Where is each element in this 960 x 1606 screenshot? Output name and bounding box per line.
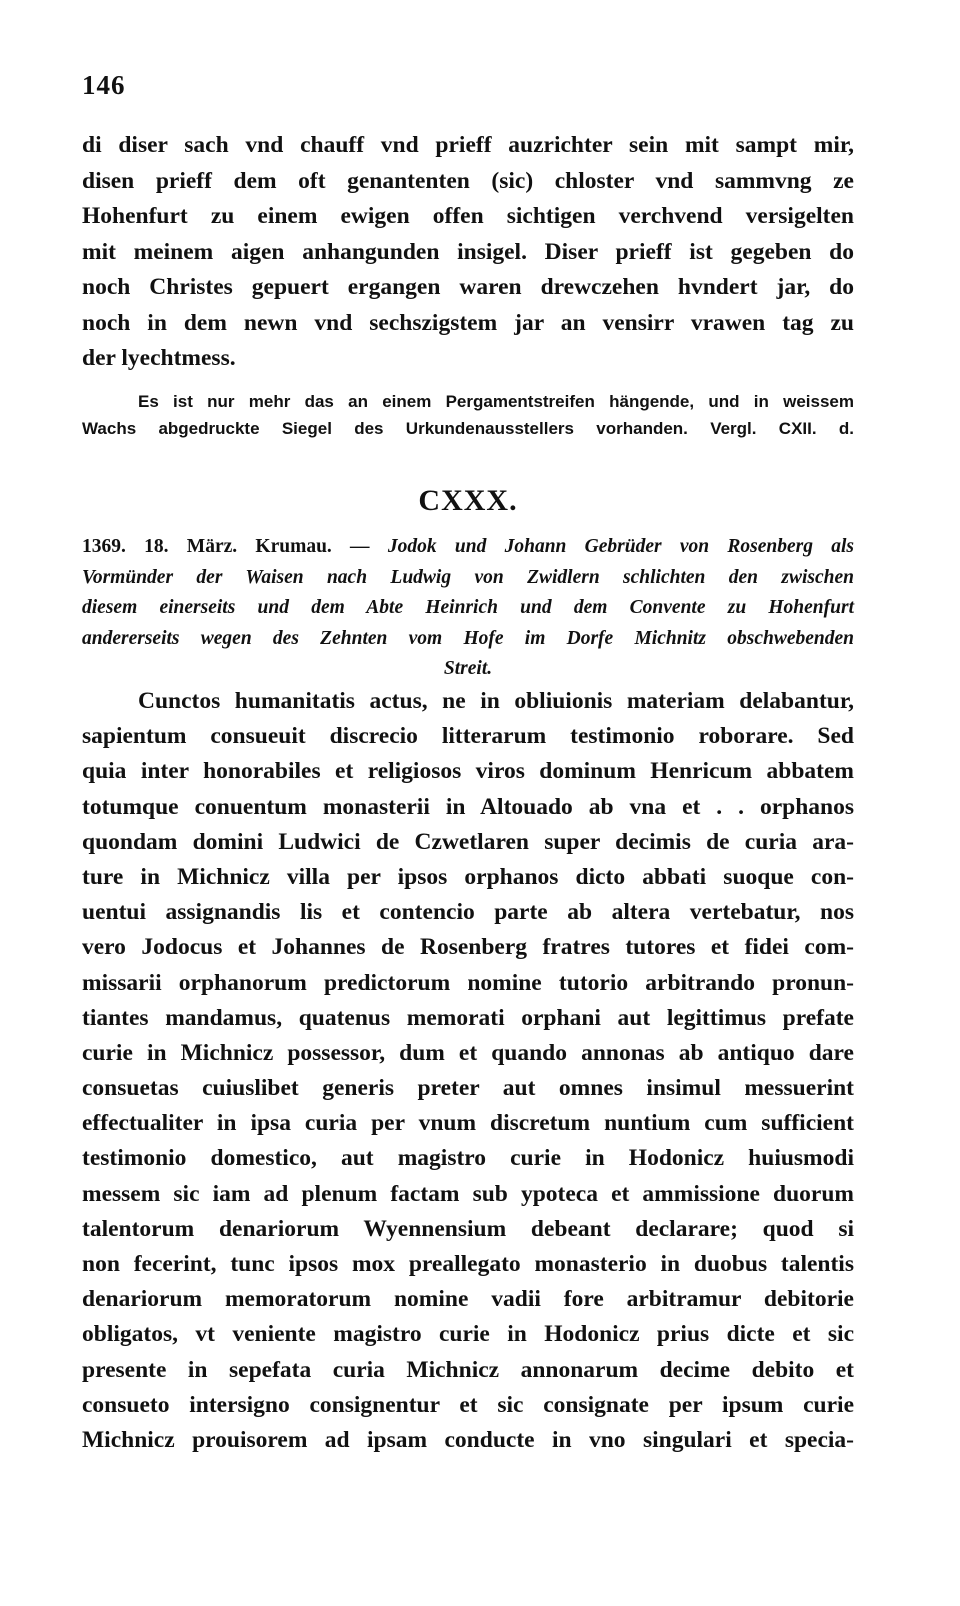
text-line: di diser sach vnd chauff vnd prieff auzrichter sein mit sampt mir, [82,132,854,158]
regest-line: andererseits wegen des Zehnten vom Hofe im Dorfe Michnitz obschwebenden [82,627,854,649]
regest-line: Vormünder der Waisen nach Ludwig von Zwidlern schlichten den zwischen [82,566,854,588]
text-line: uentui assignandis lis et contencio parte ab altera vertebatur, nos [82,899,854,926]
regest-line [82,532,854,563]
text-line: Cunctos humanitatis actus, ne in obliuionis materiam delabantur, [138,688,854,714]
text-line: consuetas cuiuslibet generis preter aut omnes insimul messuerint [82,1075,854,1102]
charter-text [82,684,854,1458]
text-line: der lyechtmess. [82,345,236,371]
text-line: missarii orphanorum predictorum nomine tutorio arbitrando pronun- [82,969,854,996]
text-line: consueto intersigno consignentur et sic consignate per ipsum curie [82,1391,854,1418]
text-line: ture in Michnicz villa per ipsos orphanos dicto abbati suoque con- [82,863,854,890]
text-line: tiantes mandamus, quatenus memorati orphani aut legittimus prefate [82,1004,854,1031]
regest-line: Streit. [443,658,493,679]
editorial-note [82,388,854,442]
text-line: curie in Michnicz possessor, dum et quando annonas ab antiquo dare [82,1039,854,1066]
text-line: noch Christes gepuert ergangen waren drewczehen hvndert jar, do [82,274,854,300]
text-line: testimonio domestico, aut magistro curie in Hodonicz huiusmodi [82,1145,854,1172]
text-line: mit meinem aigen anhangunden insigel. Diser prieff ist gegeben do [82,238,854,265]
text-line: quondam domini Ludwici de Czwetlaren super decimis de curia ara- [82,828,854,855]
text-line: presente in sepefata curia Michnicz annonarum decime debito et [82,1356,854,1383]
regest-line: diesem einerseits und dem Abte Heinrich und dem Convente zu Hohenfurt [82,597,854,618]
text-line: messem sic iam ad plenum factam sub ypoteca et ammissione duorum [82,1180,854,1207]
text-line: noch in dem newn vnd sechszigstem jar an vensirr vrawen tag zu [82,309,854,336]
text-line: disen prieff dem oft genantenten (sic) chloster vnd sammvng ze [82,167,854,194]
text-line: quia inter honorabiles et religiosos viros dominum Henricum abbatem [82,758,854,785]
text-line: non fecerint, tunc ipsos mox preallegato monasterio in duobus talentis [82,1251,854,1277]
regest-date-place: 1369. 18. März. Krumau. [82,536,332,557]
text-line: Hohenfurt zu einem ewigen offen sichtigen verchvend versigelten [82,203,854,229]
regest [82,532,854,685]
page-number: 146 [82,70,126,100]
regest-text: — Jodok und Johann Gebrüder von Rosenberg als [350,536,855,557]
text-line: totumque conuentum monasterii in Altouado ab vna et . . orphanos [82,793,854,820]
charter-number-heading: CXXX. [418,484,518,517]
note-line: Wachs abgedruckte Siegel des Urkundenausstellers vorhanden. Vergl. CXII. d. [82,419,854,438]
note-line: Es ist nur mehr das an einem Pergamentstreifen hängende, und in weissem [138,392,854,411]
text-line: talentorum denariorum Wyennensium debeant declarare; quod si [82,1215,854,1242]
previous-charter-ending [82,128,854,377]
text-line: sapientum consueuit discrecio litterarum testimonio roborare. Sed [82,723,854,750]
text-line: denariorum memoratorum nomine vadii fore arbitramur debitorie [82,1286,854,1313]
text-line: obligatos, vt veniente magistro curie in Hodonicz prius dicte et sic [82,1321,854,1348]
text-line: effectualiter in ipsa curia per vnum discretum nuntium cum sufficient [82,1110,854,1137]
text-line: Michnicz prouisorem ad ipsam conducte in vno singulari et specia- [82,1426,854,1453]
text-line: vero Jodocus et Johannes de Rosenberg fratres tutores et fidei com- [82,934,854,961]
